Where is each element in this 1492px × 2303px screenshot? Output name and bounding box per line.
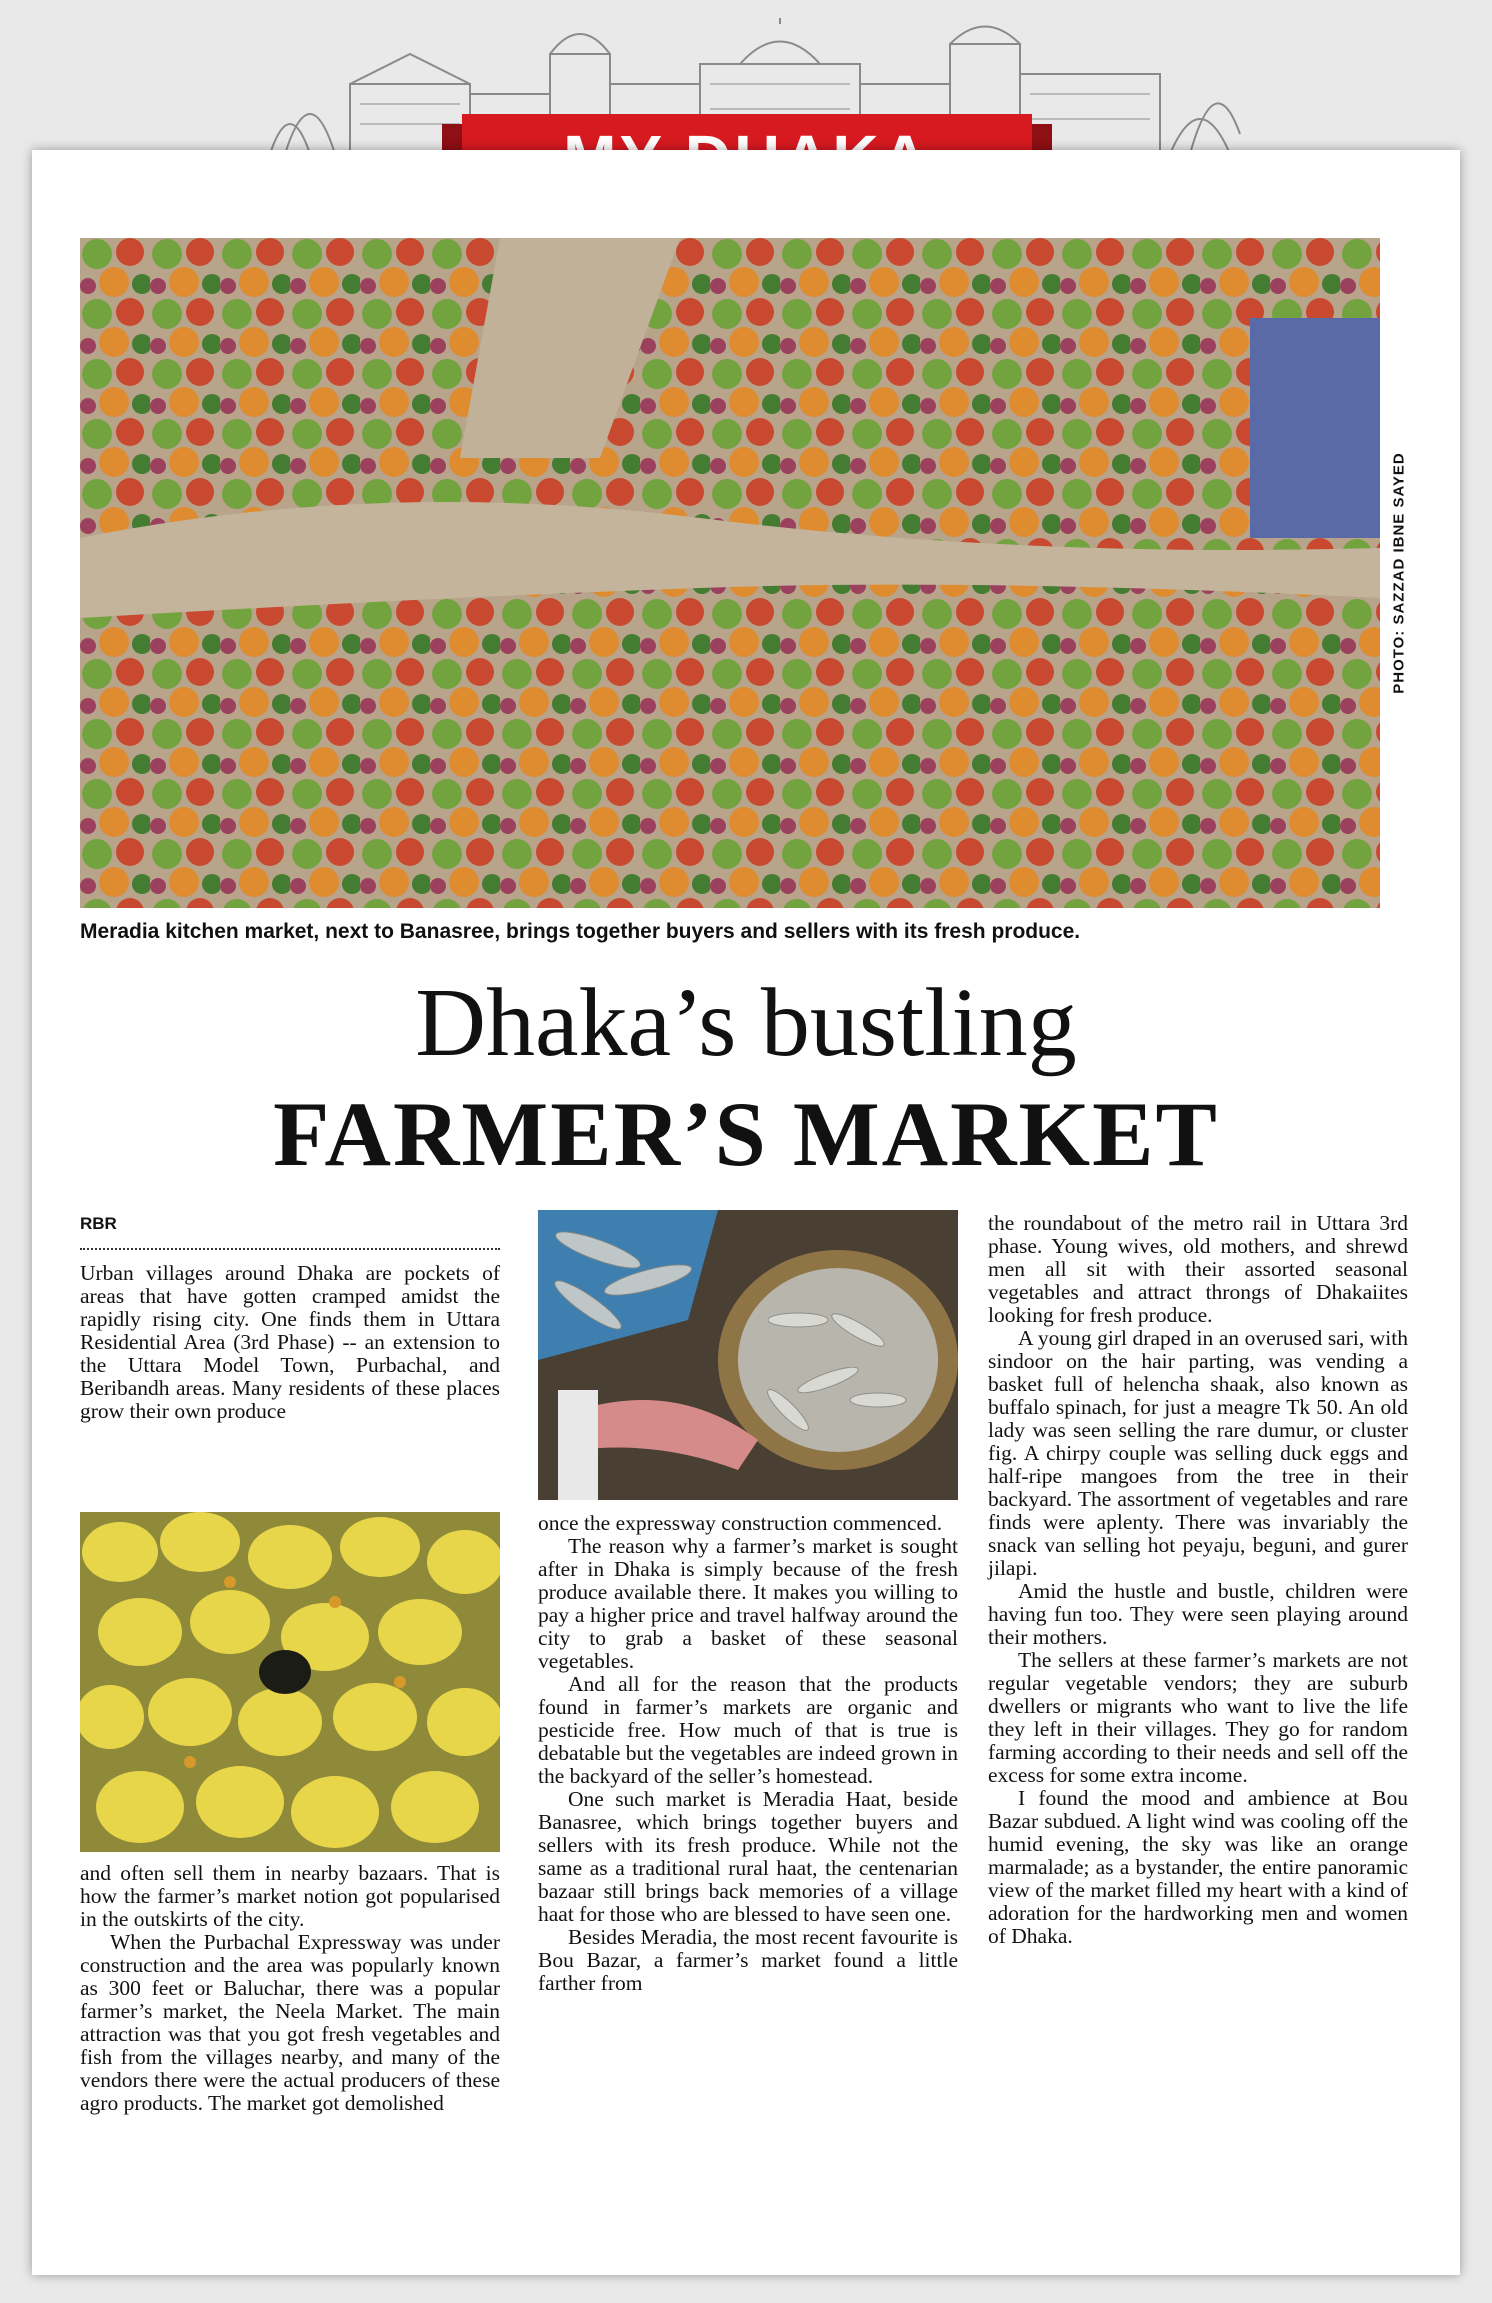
column-1-bottom — [80, 1862, 500, 2115]
fish-basket-photo — [538, 1210, 958, 1500]
col2-paragraph-4: One such market is Meradia Haat, beside Banasree, which brings together buyers and sellers with its fresh produce. While not the same as a traditional rural haat, the centenarian bazaar still brings back memories of a village haat for those who are blessed to have seen one. — [538, 1787, 958, 1926]
photo-credit-text: PHOTO: SAZZAD IBNE SAYED — [1390, 452, 1408, 694]
col2-paragraph-2: The reason why a farmer’s market is sought after in Dhaka is simply because of the fresh produce available there. It makes you willing to pay a higher price and travel halfway around the city to grab a basket of these seasonal vegetables. — [538, 1534, 958, 1673]
market-hero-photo — [80, 238, 1380, 908]
col3-paragraph-4: The sellers at these farmer’s markets are not regular vegetable vendors; they are suburb dwellers or migrants who want to live the life they left in their villages. They go for random farming according to their needs and sell off the excess for some extra income. — [988, 1648, 1408, 1787]
col1-paragraph-3: When the Purbachal Expressway was under construction and the area was popularly known as 300 feet or Baluchar, there was a popular farmer’s market, the Neela Market. The main attraction was that you got fresh vegetables and fish from the villages nearby, and many of the vendors there were the actual producers of these agro products. The market got demolished — [80, 1930, 500, 2115]
col1-paragraph-1: Urban villages around Dhaka are pockets of areas that have gotten cramped amidst the rapidly rising city. One finds them in Uttara Residential Area (3rd Phase) -- an extension to the Uttara Model Town, Purbachal, and Beribandh areas. Many residents of these places grow their own produce — [80, 1261, 500, 1423]
col2-paragraph-3: And all for the reason that the products found in farmer’s markets are organic and pesticide free. How much of that is true is debatable but the vegetables are indeed grown in the backyard of the seller’s homestead. — [538, 1672, 958, 1788]
byline: RBR — [80, 1214, 117, 1233]
headline-line1: Dhaka’s bustling — [415, 969, 1077, 1077]
hero-caption: Meradia kitchen market, next to Banasree, brings together buyers and sellers with its fresh produce. — [80, 920, 1081, 943]
ducklings-photo — [80, 1512, 500, 1852]
column-1-top — [80, 1262, 500, 1423]
byline-divider — [80, 1248, 500, 1250]
column-2 — [538, 1512, 958, 1995]
headline-line2: FARMER’S MARKET — [273, 1083, 1219, 1185]
col2-paragraph-1: once the expressway construction commenced. — [538, 1511, 943, 1535]
column-3 — [988, 1212, 1408, 1948]
col3-paragraph-2: A young girl draped in an overused sari, with sindoor on the hair parting, was vending a basket full of helencha shaak, also known as buffalo spinach, for just a meagre Tk 50. An old lady was seen selling the rare dumur, or cluster fig. A chirpy couple was selling duck eggs and half-ripe mangoes from the tree in their backyard. The assortment of vegetables and rare finds were aplenty. There was invariably the snack van selling hot peyaju, beguni, and gurer jilapi. — [988, 1326, 1408, 1580]
col2-paragraph-5: Besides Meradia, the most recent favourite is Bou Bazar, a farmer’s market found a little farther from — [538, 1925, 958, 1995]
col3-paragraph-5: I found the mood and ambience at Bou Bazar subdued. A light wind was cooling off the humid evening, the sky was like an orange marmalade; as a bystander, the entire panoramic view of the market filled my heart with a kind of adoration for the hardworking men and women of Dhaka. — [988, 1786, 1408, 1948]
col3-paragraph-3: Amid the hustle and bustle, children were having fun too. They were seen playing around their mothers. — [988, 1579, 1408, 1649]
col1-paragraph-2: and often sell them in nearby bazaars. That is how the farmer’s market notion got popularised in the outskirts of the city. — [80, 1861, 500, 1931]
col3-paragraph-1: the roundabout of the metro rail in Uttara 3rd phase. Young wives, old mothers, and shrewd men all sit with their assorted seasonal vegetables and attract throngs of Dhakaiites looking for fresh produce. — [988, 1211, 1408, 1327]
photo-credit — [1385, 238, 1413, 908]
